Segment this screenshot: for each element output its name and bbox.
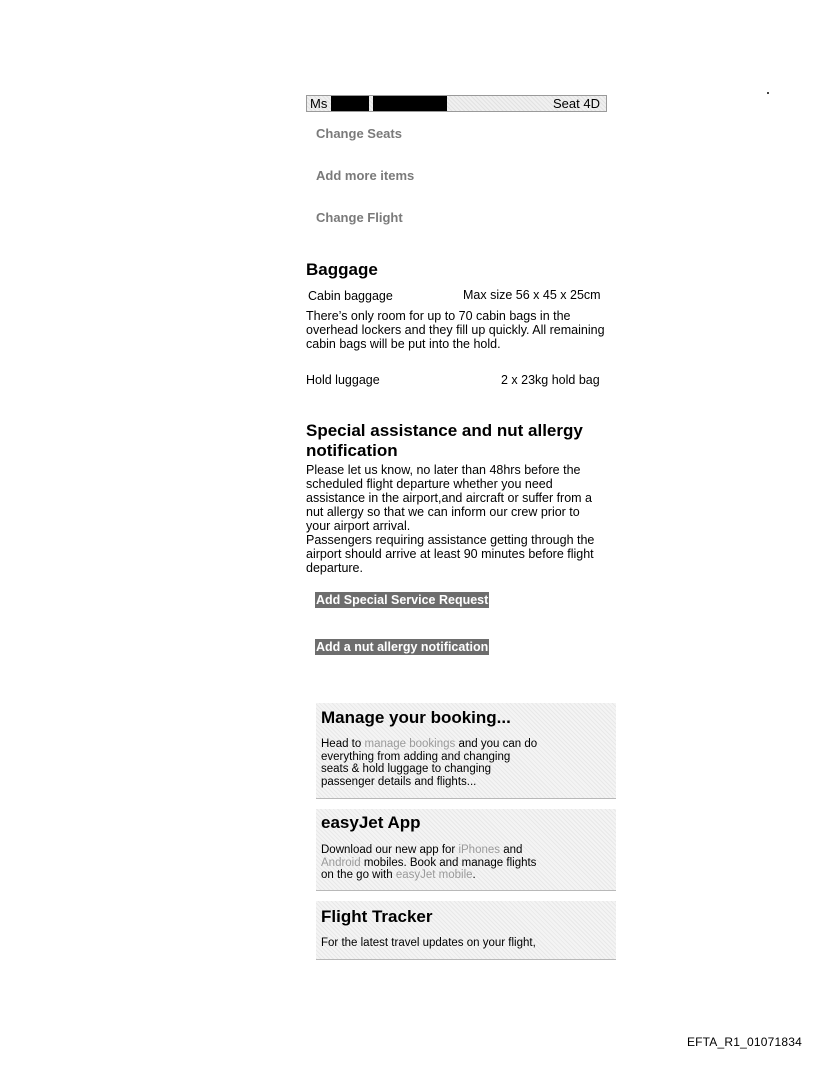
add-items-link[interactable]: Add more items: [316, 168, 415, 183]
easyjet-app-text: Download our new app for iPhones and Android mobiles. Book and manage flights on the go with easyJet mobile.: [321, 844, 537, 881]
passenger-title: Ms: [310, 96, 328, 111]
redacted-last-name: [373, 96, 447, 111]
flight-tracker-text: For the latest travel updates on your flight,: [321, 937, 536, 949]
passenger-bar: [306, 95, 607, 112]
add-special-service-request-button[interactable]: Add Special Service Request: [316, 593, 489, 607]
cabin-baggage-label: Cabin baggage: [308, 289, 393, 303]
manage-bookings-link[interactable]: manage bookings: [364, 738, 456, 750]
easyjet-app-panel: [316, 809, 616, 891]
baggage-heading: Baggage: [306, 260, 378, 279]
flight-tracker-title: Flight Tracker: [321, 907, 433, 926]
manage-booking-title: Manage your booking...: [321, 708, 511, 727]
hold-luggage-value: 2 x 23kg hold bag: [501, 373, 600, 387]
easyjet-mobile-link[interactable]: easyJet mobile: [395, 869, 473, 881]
manage-booking-panel: [316, 703, 616, 799]
special-assistance-heading: Special assistance and nut allergy notification: [306, 421, 583, 460]
special-assistance-text: Please let us know, no later than 48hrs before the scheduled flight departure whether you need assistance in the airport,and aircraft or suffer from a nut allergy so that we can inform our crew prior to your airport arrival. Passengers requiring assistance getting through the airport should arrive at least 90 minutes before flight departure.: [306, 463, 595, 575]
iphones-link[interactable]: iPhones: [458, 844, 501, 856]
seat-number: Seat 4D: [553, 96, 600, 111]
android-link[interactable]: Android: [321, 856, 361, 869]
hold-luggage-label: Hold luggage: [306, 373, 380, 387]
easyjet-app-title: easyJet App: [321, 813, 421, 832]
add-nut-allergy-button[interactable]: Add a nut allergy notification: [316, 640, 489, 654]
change-flight-link[interactable]: Change Flight: [316, 210, 403, 225]
change-seats-link[interactable]: Change Seats: [316, 126, 402, 141]
cabin-baggage-size: Max size 56 x 45 x 25cm: [463, 288, 601, 302]
cabin-baggage-note: There’s only room for up to 70 cabin bags in the overhead lockers and they fill up quickly. All remaining cabin bags will be put into the hold.: [306, 309, 605, 351]
redacted-first-name: [331, 96, 369, 111]
manage-booking-text: Head to manage bookings and you can do everything from adding and changing seats & hold luggage to changing passenger details and flights...: [321, 738, 538, 788]
document-id: EFTA_R1_01071834: [686, 1035, 802, 1049]
flight-tracker-panel: [316, 901, 616, 960]
stray-mark: [767, 92, 769, 94]
